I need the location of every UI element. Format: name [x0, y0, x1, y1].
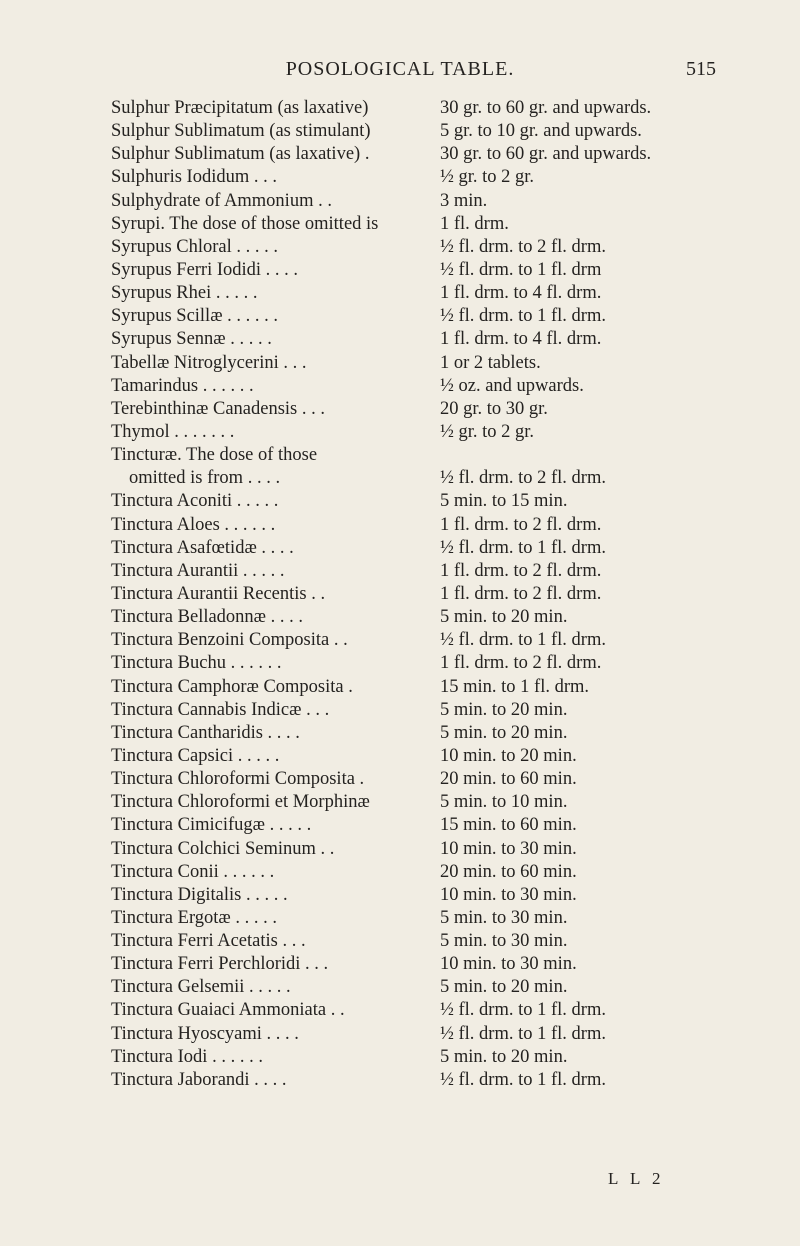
drug-name: Tinctura Camphoræ Composita . — [111, 676, 353, 697]
table-row — [0, 328, 800, 351]
drug-name: Tinctura Digitalis . . . . . — [111, 884, 288, 905]
table-row — [0, 884, 800, 907]
drug-name: Syrupus Scillæ . . . . . . — [111, 306, 279, 327]
signature-mark: L L 2 — [608, 1169, 665, 1188]
drug-name: Tincturæ. The dose of those — [111, 445, 318, 466]
table-row — [0, 838, 800, 861]
dose-value: 5 min. to 30 min. — [440, 907, 568, 928]
table-row — [0, 930, 800, 953]
table-row — [0, 305, 800, 328]
dose-value: 1 fl. drm. to 2 fl. drm. — [440, 560, 602, 581]
drug-name: Tinctura Aconiti . . . . . — [111, 491, 279, 512]
drug-name: Tinctura Cimicifugæ . . . . . — [111, 815, 312, 836]
drug-name: Syrupus Sennæ . . . . . — [111, 329, 272, 350]
drug-name: Tinctura Ergotæ . . . . . — [111, 907, 277, 928]
table-row — [0, 976, 800, 999]
table-row — [0, 490, 800, 513]
table-row — [0, 537, 800, 560]
dose-value: 5 gr. to 10 gr. and upwards. — [440, 121, 642, 142]
drug-name: Tinctura Cannabis Indicæ . . . — [111, 699, 330, 720]
drug-name: Syrupi. The dose of those omitted is — [111, 213, 379, 234]
table-row — [0, 398, 800, 421]
drug-name: Tinctura Aloes . . . . . . — [111, 514, 276, 535]
dose-value: 1 fl. drm. to 4 fl. drm. — [440, 283, 602, 304]
page-header — [0, 58, 800, 86]
table-row — [0, 1046, 800, 1069]
table-row — [0, 514, 800, 537]
drug-name: Sulphur Sublimatum (as stimulant) — [111, 121, 371, 142]
dose-value: 10 min. to 30 min. — [440, 838, 577, 859]
table-row — [0, 166, 800, 189]
table-row — [0, 999, 800, 1022]
dose-value: 1 fl. drm. to 2 fl. drm. — [440, 653, 602, 674]
table-row — [0, 375, 800, 398]
table-row — [0, 421, 800, 444]
dose-value: 5 min. to 20 min. — [440, 699, 568, 720]
table-row — [0, 814, 800, 837]
dose-value: 5 min. to 30 min. — [440, 931, 568, 952]
table-row — [0, 629, 800, 652]
dose-value: 1 fl. drm. — [440, 213, 509, 234]
table-row — [0, 953, 800, 976]
drug-name: Tabellæ Nitroglycerini . . . — [111, 352, 307, 373]
table-row — [0, 560, 800, 583]
dose-value: 1 or 2 tablets. — [440, 352, 541, 373]
dose-value: 15 min. to 60 min. — [440, 815, 577, 836]
table-row — [0, 236, 800, 259]
table-row — [0, 120, 800, 143]
dose-value: 30 gr. to 60 gr. and upwards. — [440, 144, 652, 165]
dose-value: 20 gr. to 30 gr. — [440, 398, 548, 419]
table-row — [0, 143, 800, 166]
drug-name: Tinctura Chloroformi Composita . — [111, 769, 365, 790]
posology-table — [0, 97, 800, 1092]
drug-name: Sulphur Præcipitatum (as laxative) — [111, 98, 369, 118]
dose-value: ½ fl. drm. to 2 fl. drm. — [440, 236, 606, 257]
drug-name: Syrupus Ferri Iodidi . . . . — [111, 259, 299, 280]
drug-name: Tamarindus . . . . . . — [111, 375, 254, 396]
drug-name: Sulphydrate of Ammonium . . — [111, 190, 332, 211]
table-row — [0, 907, 800, 930]
dose-value: 10 min. to 30 min. — [440, 884, 577, 905]
table-row — [0, 676, 800, 699]
dose-value: 5 min. to 20 min. — [440, 1046, 568, 1067]
table-row — [0, 1023, 800, 1046]
dose-value: ½ gr. to 2 gr. — [440, 421, 535, 442]
drug-name: omitted is from . . . . — [129, 468, 281, 489]
table-row — [0, 259, 800, 282]
drug-name: Syrupus Chloral . . . . . — [111, 236, 279, 257]
table-row — [0, 722, 800, 745]
drug-name: Tinctura Conii . . . . . . — [111, 861, 275, 882]
table-row — [0, 352, 800, 375]
table-row — [0, 768, 800, 791]
table-row — [0, 583, 800, 606]
table-row — [0, 1069, 800, 1092]
table-row — [0, 652, 800, 675]
drug-name: Tinctura Ferri Acetatis . . . — [111, 931, 306, 952]
drug-name: Sulphur Sublimatum (as laxative) . — [111, 144, 370, 165]
dose-value: 5 min. to 20 min. — [440, 977, 568, 998]
table-row — [0, 190, 800, 213]
drug-name: Sulphuris Iodidum . . . — [111, 167, 277, 188]
dose-value: 5 min. to 20 min. — [440, 722, 568, 743]
dose-value: ½ fl. drm. to 1 fl. drm — [440, 259, 602, 280]
dose-value: ½ fl. drm. to 1 fl. drm. — [440, 1023, 606, 1044]
drug-name: Tinctura Aurantii . . . . . — [111, 560, 285, 581]
dose-value: ½ oz. and upwards. — [440, 375, 584, 396]
drug-name: Tinctura Jaborandi . . . . — [111, 1069, 287, 1090]
dose-value: ½ fl. drm. to 1 fl. drm. — [440, 537, 606, 558]
table-row — [0, 282, 800, 305]
drug-name: Thymol . . . . . . . — [111, 421, 235, 442]
table-row — [0, 444, 800, 467]
drug-name: Tinctura Belladonnæ . . . . — [111, 607, 304, 628]
dose-value: ½ fl. drm. to 2 fl. drm. — [440, 468, 606, 489]
dose-value: 5 min. to 15 min. — [440, 491, 568, 512]
dose-value: 20 min. to 60 min. — [440, 861, 577, 882]
drug-name: Tinctura Ferri Perchloridi . . . — [111, 954, 329, 975]
drug-name: Terebinthinæ Canadensis . . . — [111, 398, 325, 419]
drug-name: Tinctura Buchu . . . . . . — [111, 653, 282, 674]
table-row — [0, 213, 800, 236]
drug-name: Tinctura Gelsemii . . . . . — [111, 977, 291, 998]
dose-value: 15 min. to 1 fl. drm. — [440, 676, 590, 697]
table-row — [0, 467, 800, 490]
dose-value: ½ fl. drm. to 1 fl. drm. — [440, 1069, 606, 1090]
dose-value: ½ fl. drm. to 1 fl. drm. — [440, 306, 606, 327]
page-number: 515 — [686, 58, 716, 80]
dose-value: 1 fl. drm. to 4 fl. drm. — [440, 329, 602, 350]
dose-value: 5 min. to 10 min. — [440, 792, 568, 813]
drug-name: Tinctura Guaiaci Ammoniata . . — [111, 1000, 345, 1021]
table-row — [0, 861, 800, 884]
table-row — [0, 97, 800, 120]
drug-name: Syrupus Rhei . . . . . — [111, 283, 258, 304]
table-row — [0, 791, 800, 814]
drug-name: Tinctura Aurantii Recentis . . — [111, 583, 326, 604]
dose-value: 1 fl. drm. to 2 fl. drm. — [440, 583, 602, 604]
table-row — [0, 699, 800, 722]
dose-value: 1 fl. drm. to 2 fl. drm. — [440, 514, 602, 535]
table-row — [0, 745, 800, 768]
drug-name: Tinctura Chloroformi et Morphinæ — [111, 792, 370, 813]
drug-name: Tinctura Capsici . . . . . — [111, 745, 280, 766]
dose-value: ½ fl. drm. to 1 fl. drm. — [440, 1000, 606, 1021]
drug-name: Tinctura Cantharidis . . . . — [111, 722, 300, 743]
drug-name: Tinctura Iodi . . . . . . — [111, 1046, 263, 1067]
drug-name: Tinctura Hyoscyami . . . . — [111, 1023, 299, 1044]
table-row — [0, 606, 800, 629]
drug-name: Tinctura Colchici Seminum . . — [111, 838, 335, 859]
drug-name: Tinctura Asafœtidæ . . . . — [111, 537, 294, 558]
dose-value: 20 min. to 60 min. — [440, 769, 577, 790]
dose-value: 10 min. to 30 min. — [440, 954, 577, 975]
dose-value: ½ gr. to 2 gr. — [440, 167, 535, 188]
dose-value: ½ fl. drm. to 1 fl. drm. — [440, 630, 606, 651]
running-title: POSOLOGICAL TABLE. — [285, 58, 515, 80]
dose-value: 30 gr. to 60 gr. and upwards. — [440, 98, 652, 118]
drug-name: Tinctura Benzoini Composita . . — [111, 630, 348, 651]
dose-value: 5 min. to 20 min. — [440, 607, 568, 628]
dose-value: 10 min. to 20 min. — [440, 745, 577, 766]
dose-value: 3 min. — [440, 190, 488, 211]
